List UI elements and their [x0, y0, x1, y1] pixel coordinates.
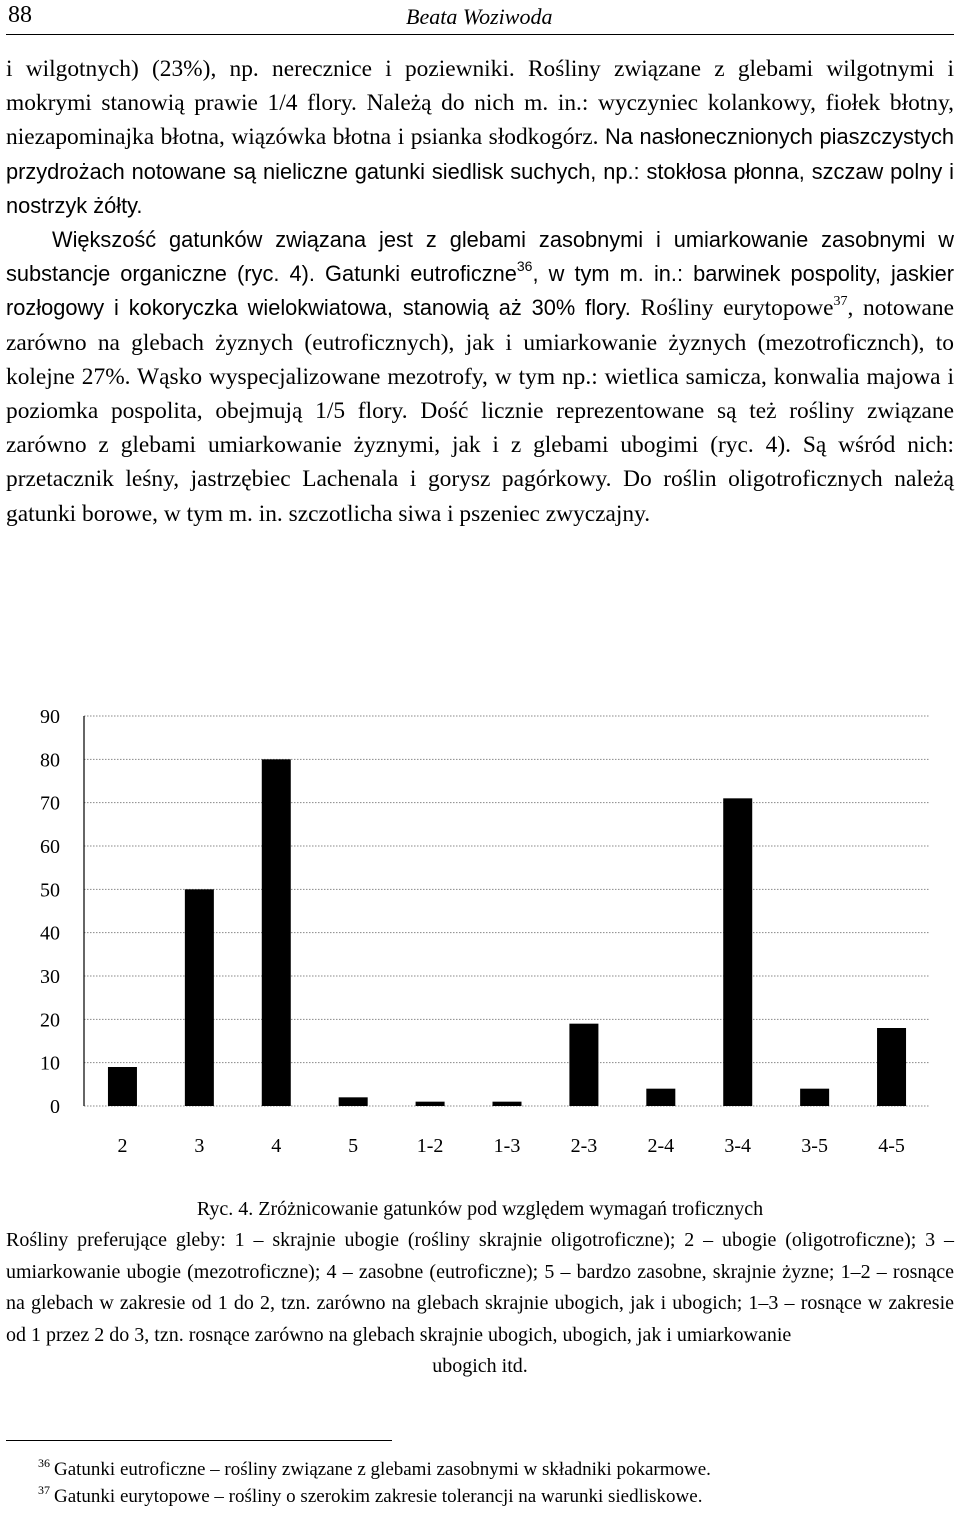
x-tick-label: 4-5	[878, 1135, 905, 1157]
caption-legend: Rośliny preferujące gleby: 1 – skrajnie ubogie (rośliny skrajnie oligotroficzne); 2 – ubogie (oligotroficzne); 3 – umiarkowanie ubogie (mezotroficzne); 4 – zasobne (eutroficzne); 5 – bardzo zasobne, skrajnie żyzne; 1–2 – rosnące na glebach w zakresie od 1 do 2, tzn. zarówno na glebach skrajnie ubogich, jak i ubogich; 1–3 – rosnące w zakresie od 1 przez 2 do 3, tzn. rosnące zarówno na glebach skrajnie ubogich, ubogich, jak i umiarkowanie	[6, 1229, 954, 1346]
y-tick-label: 60	[40, 836, 60, 858]
bar	[108, 1067, 137, 1106]
x-tick-label: 1-2	[416, 1135, 444, 1157]
bar	[569, 1024, 598, 1106]
footnote-number: 37	[38, 1482, 50, 1497]
footnote-37	[38, 1483, 954, 1510]
paragraph-2-part-a: Większość gatunków związana jest z glebami zasobnymi i umiarkowanie zasobnymi w substancje organiczne (ryc. 4). Gatunki eutroficzne	[6, 227, 954, 287]
footnote-text: Gatunki eutroficzne – rośliny związane z glebami zasobnymi w składniki pokarmowe.	[54, 1459, 711, 1480]
y-tick-label: 10	[40, 1052, 60, 1075]
bar	[800, 1089, 829, 1106]
page-header	[6, 2, 954, 35]
footnote-ref-36[interactable]: 36	[516, 257, 533, 274]
y-tick-label: 50	[40, 879, 60, 902]
x-tick-label: 1-3	[493, 1135, 521, 1157]
bar	[339, 1097, 368, 1106]
y-tick-label: 40	[40, 922, 60, 945]
x-tick-label: 3-4	[724, 1135, 752, 1157]
footnote-divider	[6, 1440, 392, 1441]
bar	[493, 1102, 522, 1106]
x-tick-label: 2	[117, 1135, 128, 1157]
x-tick-label: 5	[348, 1135, 359, 1157]
y-tick-label: 70	[40, 792, 60, 815]
x-tick-label: 3-5	[801, 1135, 828, 1157]
bar	[646, 1089, 675, 1106]
paragraph-2-part-b: , w tym m. in.: barwinek pospolity, jaskier rozłogowy i kokoryczka wielokwiatowa, stanowią aż 30% flory.	[6, 261, 954, 321]
bar	[416, 1102, 445, 1106]
running-head: Beata Woziwoda	[406, 4, 553, 29]
footnote-number: 36	[38, 1455, 50, 1470]
page-number: 88	[8, 2, 32, 28]
y-tick-label: 0	[50, 1096, 60, 1118]
footnote-text: Gatunki eurytopowe – rośliny o szerokim zakresie tolerancji na warunki siedliskowe.	[54, 1486, 703, 1507]
caption-legend-end: ubogich itd.	[432, 1355, 528, 1378]
paragraph-1-part-b: Na nasłonecznionych piaszczystych przydrożach notowane są nieliczne gatunki siedlisk suchych, np.: stokłosa płonna, szczaw polny i nostrzyk żółty.	[6, 124, 954, 218]
figure-caption	[6, 1194, 954, 1382]
bar-chart	[0, 690, 960, 1170]
bar	[723, 798, 752, 1106]
x-tick-label: 3	[194, 1135, 205, 1157]
paragraph-1	[6, 52, 954, 223]
y-tick-label: 30	[40, 966, 60, 988]
y-tick-label: 20	[40, 1009, 60, 1032]
paragraph-2-part-c: Rośliny eurytopowe	[640, 295, 834, 322]
paragraph-1-part-a: i wilgotnych) (23%), np. nerecznice i poziewniki. Rośliny związane z glebami wilgotnymi i mokrymi stanowią prawie 1/4 flory. Należą do nich m. in.: wyczyniec kolankowy, fiołek błotny, niezapominajka błotna, wiązówka błotna i psianka słodkogórz.	[6, 56, 954, 151]
y-tick-label: 90	[40, 706, 60, 728]
footnotes	[38, 1456, 954, 1510]
bar	[877, 1028, 906, 1106]
footnote-ref-37[interactable]: 37	[833, 293, 848, 309]
paragraph-2-part-d: , notowane zarówno na glebach żyznych (eutroficznych), jak i umiarkowanie żyznych (mezotroficznch), to kolejne 27%. Wąsko wyspecjalizowane mezotrofy, w tym np.: wietlica samicza, konwalia majowa i poziomka pospolita, obejmują 1/5 flory. Dość licznie reprezentowane są też rośliny związane zarówno z glebami umiarkowanie żyznymi, jak i z glebami ubogimi (ryc. 4). Są wśród nich: przetacznik leśny, jastrzębiec Lachenala i gorysz pagórkowy. Do roślin oligotroficznych należą gatunki borowe, w tym m. in. szczotlicha siwa i pszeniec zwyczajny.	[6, 295, 954, 527]
bar	[185, 889, 214, 1106]
y-tick-label: 80	[40, 749, 60, 772]
paragraph-2	[6, 223, 954, 531]
footnote-36	[38, 1456, 954, 1483]
body-text	[6, 52, 954, 531]
bar	[262, 759, 291, 1106]
caption-title: Ryc. 4. Zróżnicowanie gatunków pod względem wymagań troficznych	[196, 1198, 764, 1220]
x-tick-label: 4	[271, 1135, 282, 1157]
x-tick-label: 2-4	[647, 1135, 675, 1157]
x-tick-label: 2-3	[570, 1135, 598, 1157]
